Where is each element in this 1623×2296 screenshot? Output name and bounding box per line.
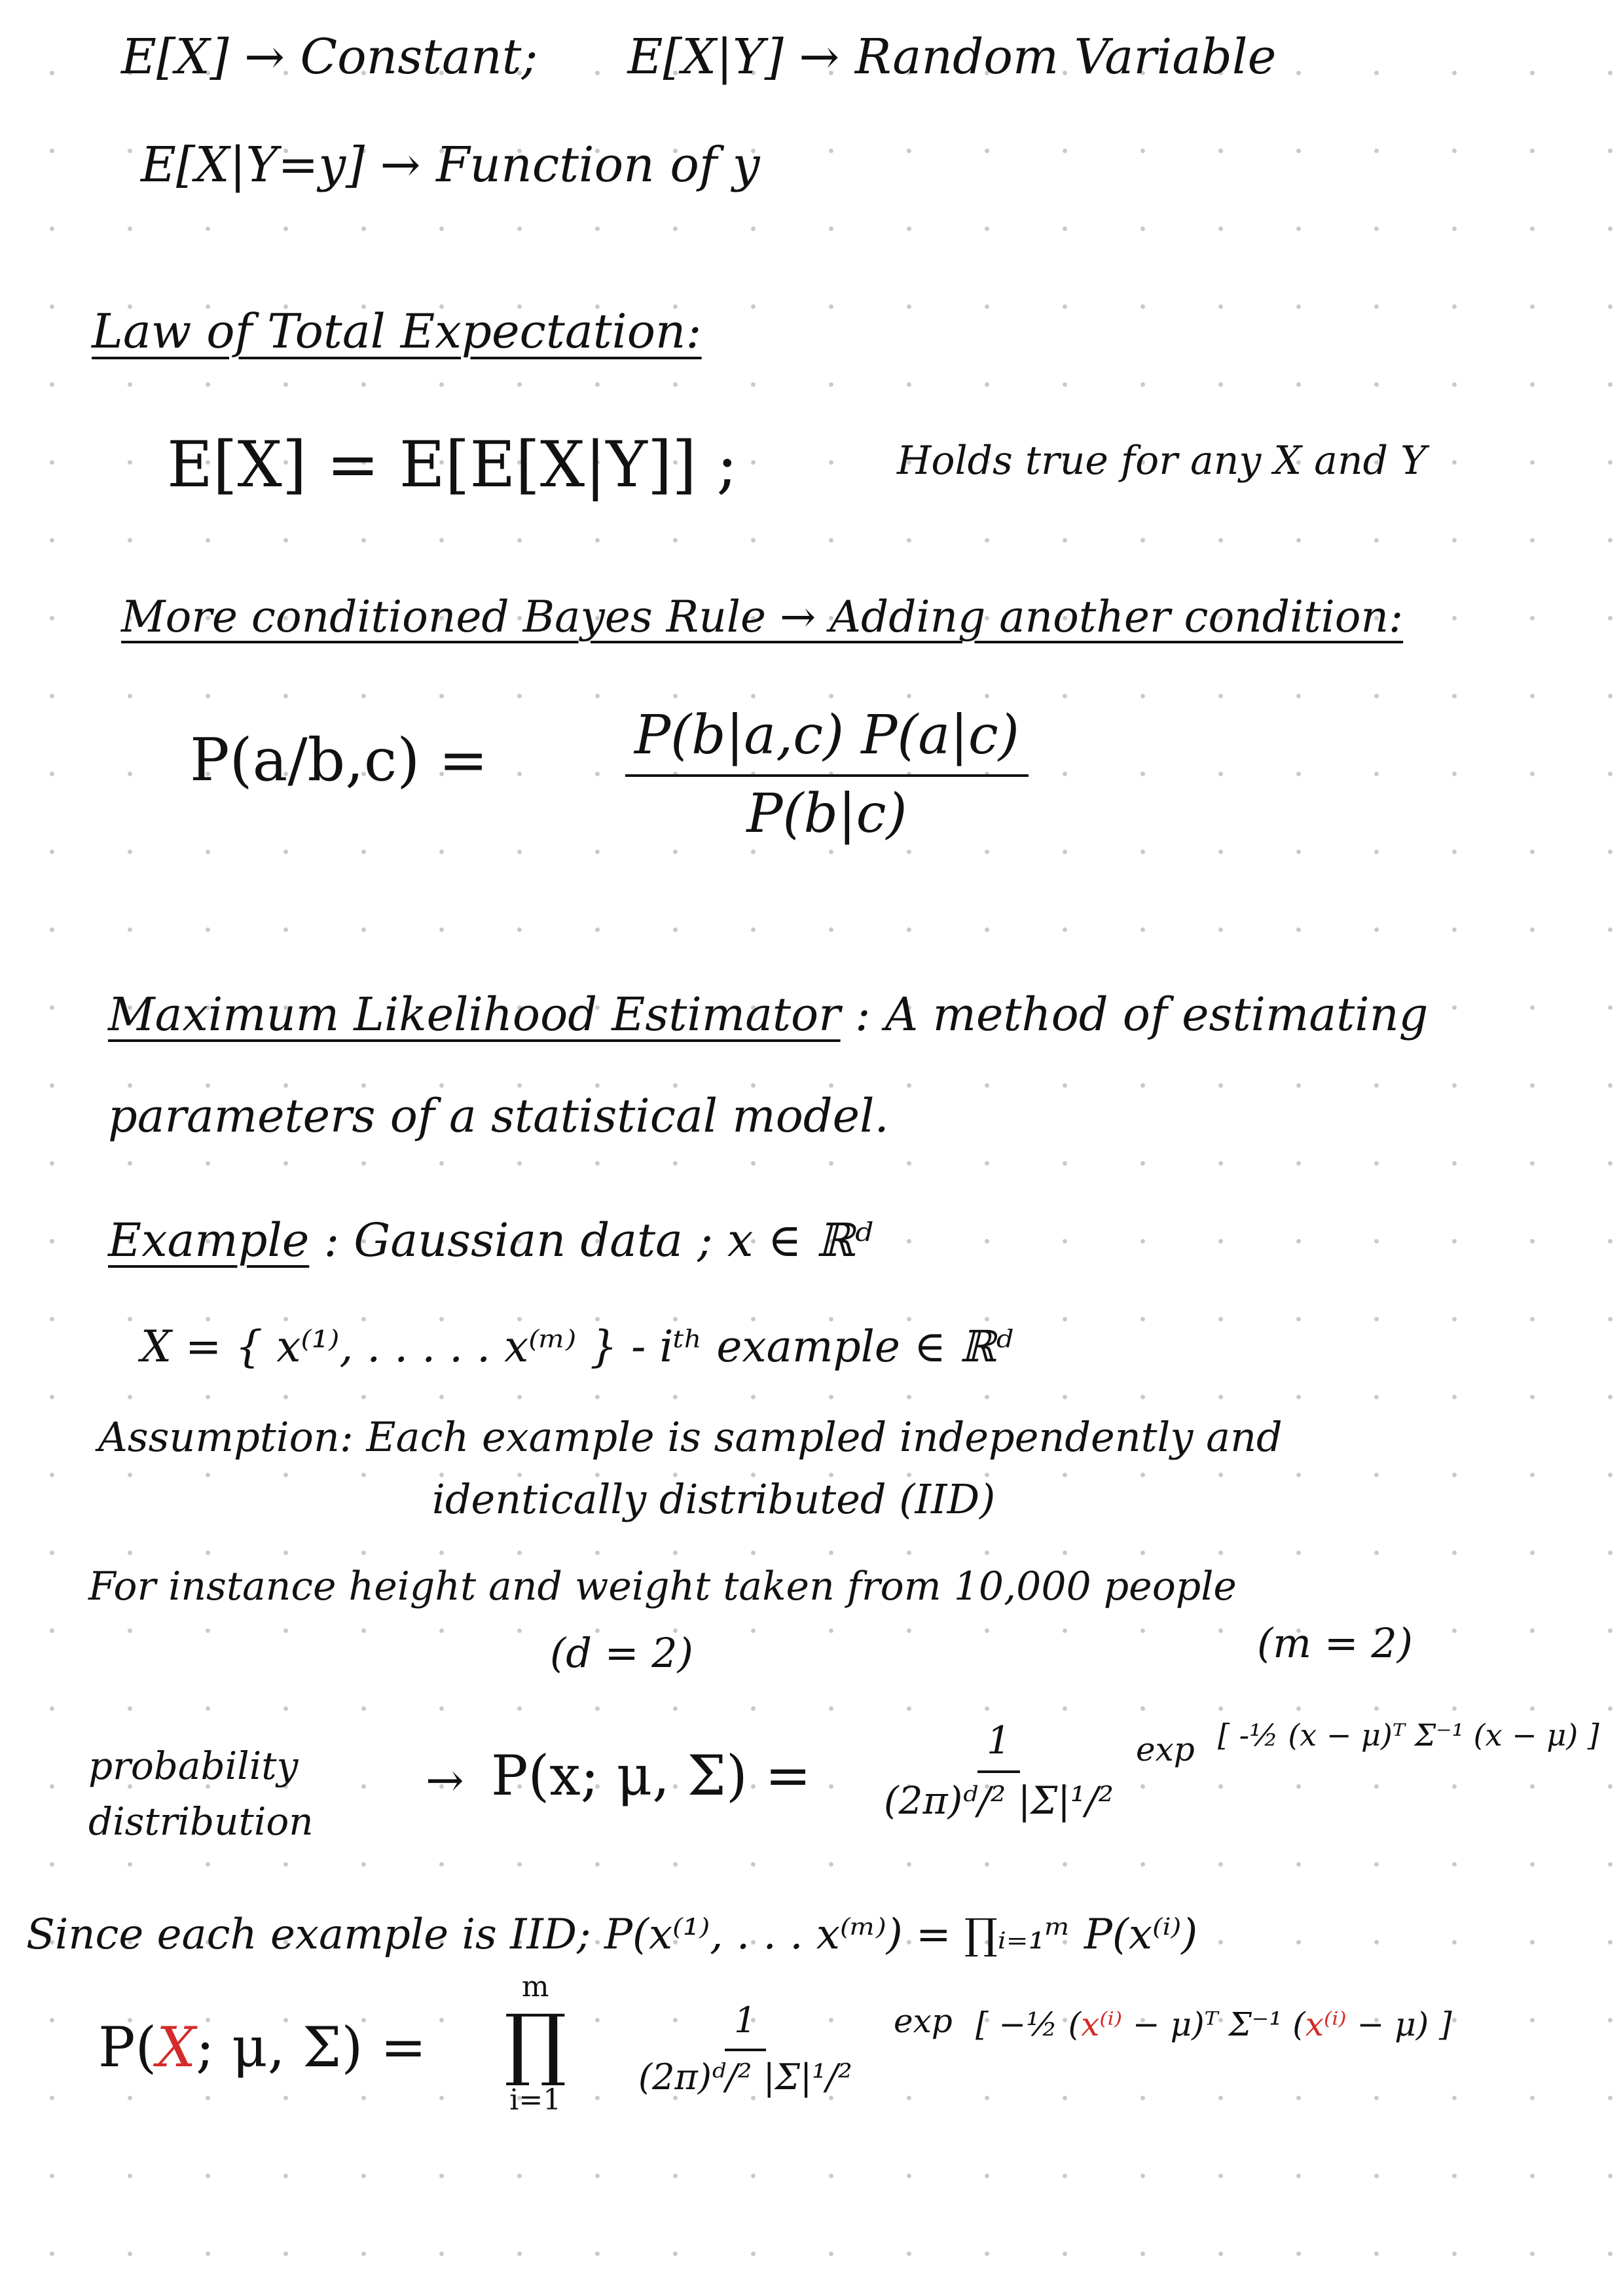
instance-line: For instance height and weight taken from 10,000 people — [88, 1564, 1237, 1609]
density-numerator: 1 — [977, 1718, 1020, 1773]
assumption-line-1: Assumption: Each example is sampled independently and — [98, 1413, 1283, 1461]
likelihood-lhs — [98, 2016, 426, 2079]
exponent-open: [ −½ ( — [976, 2005, 1082, 2043]
example-label: Example — [108, 1213, 310, 1267]
bayes-fraction — [625, 704, 1029, 847]
likelihood-exponent — [976, 2006, 1452, 2044]
product-top: m — [521, 1970, 549, 2003]
likelihood-numerator: 1 — [725, 2000, 765, 2051]
bayes-heading: More conditioned Bayes Rule → Adding another condition: — [121, 592, 1404, 642]
product-operator — [504, 1970, 567, 2118]
likelihood-denominator: (2π)ᵈ/² |Σ|¹/² — [638, 2056, 852, 2098]
example-line — [108, 1214, 873, 1267]
exponent-close: − μ) ] — [1346, 2005, 1452, 2043]
density-label-1: probability — [88, 1744, 299, 1788]
expectation-constant-text: E[X] → Constant; — [121, 29, 538, 85]
density-exponent: [ -½ (x − μ)ᵀ Σ⁻¹ (x − μ) ] — [1218, 1717, 1599, 1753]
mle-definition-line: parameters of a statistical model. — [108, 1089, 889, 1143]
total-expectation-formula-line — [167, 429, 738, 501]
likelihood-fraction — [638, 2000, 852, 2099]
density-arrow: → — [426, 1753, 464, 1807]
density-exp: exp — [1136, 1731, 1195, 1768]
dataset-line: X = { x⁽¹⁾, . . . . . x⁽ᵐ⁾ } - iᵗʰ example ∈ ℝᵈ — [141, 1321, 1013, 1372]
mle-heading-line — [108, 988, 1428, 1041]
conditional-expectation-text: E[X|Y] → Random Variable — [627, 29, 1277, 85]
example-rest: : Gaussian data ; x ∈ ℝᵈ — [323, 1213, 873, 1267]
bayes-denominator: P(b|c) — [746, 783, 907, 846]
bayes-lhs: P(a/b,c) = — [190, 726, 488, 795]
likelihood-x: X — [156, 2015, 196, 2079]
density-lhs: P(x; μ, Σ) = — [491, 1744, 811, 1808]
density-fraction — [884, 1718, 1114, 1823]
product-bottom: i=1 — [509, 2083, 562, 2117]
exponent-mid: − μ)ᵀ Σ⁻¹ ( — [1122, 2005, 1305, 2043]
mle-heading-rest: : A method of estimating — [854, 988, 1429, 1041]
instance-m-note: (m = 2) — [1257, 1619, 1413, 1667]
product-sign: ∏ — [504, 1998, 567, 2089]
density-denominator: (2π)ᵈ/² |Σ|¹/² — [884, 1778, 1114, 1823]
bayes-numerator: P(b|a,c) P(a|c) — [625, 704, 1029, 777]
likelihood-open: P( — [98, 2015, 157, 2079]
conditional-expectation-function-line: E[X|Y=y] → Function of y — [141, 137, 760, 193]
likelihood-close: ; μ, Σ) = — [196, 2015, 427, 2079]
likelihood-exp: exp — [894, 2002, 953, 2040]
iid-product-line: Since each example is IID; P(x⁽¹⁾, . . . x⁽ᵐ⁾) = ∏ᵢ₌₁ᵐ P(x⁽ⁱ⁾) — [26, 1910, 1198, 1959]
exponent-x-first: x⁽ⁱ⁾ — [1081, 2005, 1122, 2043]
instance-d-note: (d = 2) — [550, 1629, 693, 1677]
assumption-line-2: identically distributed (IID) — [432, 1475, 996, 1523]
total-expectation-heading: Law of Total Expectation: — [92, 304, 702, 359]
expectation-constant-line — [121, 29, 1276, 85]
mle-heading: Maximum Likelihood Estimator — [108, 988, 841, 1041]
total-expectation-note: Holds true for any X and Y — [897, 438, 1427, 484]
total-expectation-formula: E[X] = E[E[X|Y]] ; — [167, 428, 738, 501]
exponent-x-second: x⁽ⁱ⁾ — [1305, 2005, 1347, 2043]
density-label-2: distribution — [88, 1799, 314, 1844]
